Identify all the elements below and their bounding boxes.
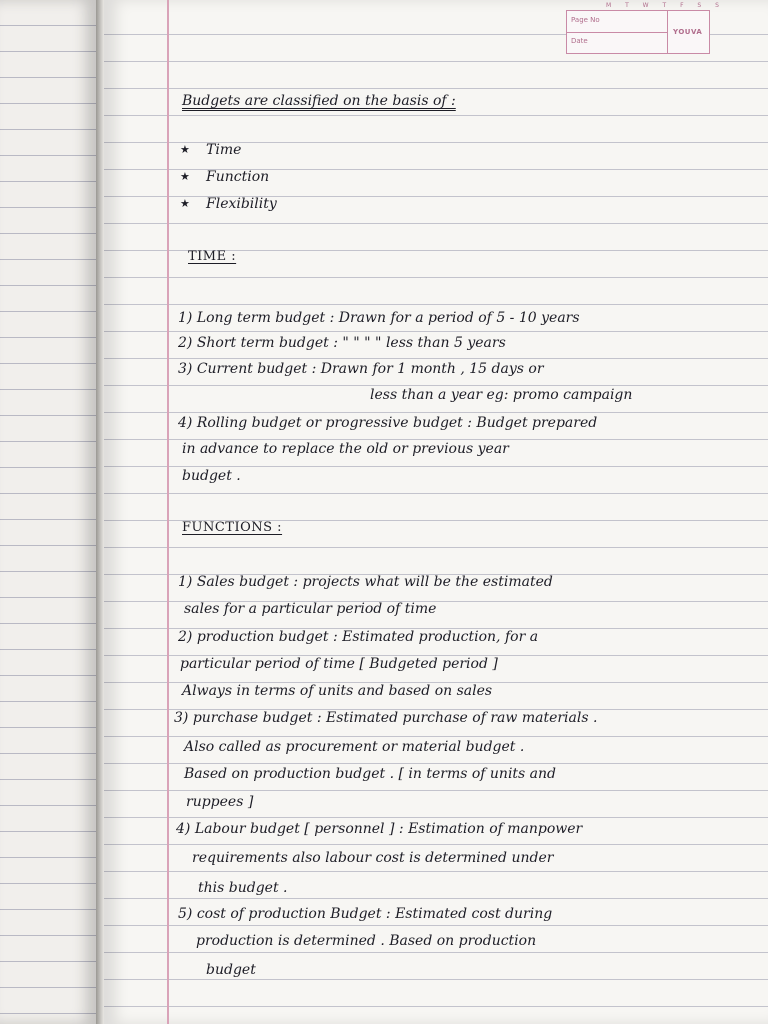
function-item-line: production is determined . Based on production — [196, 933, 537, 949]
header-divider-vertical — [667, 11, 668, 53]
notes-title: Budgets are classified on the basis of : — [182, 93, 456, 109]
function-item-line: this budget . — [198, 880, 288, 896]
date-label: Date — [571, 37, 588, 45]
star-bullet-icon: ★ — [180, 197, 190, 210]
margin-line — [167, 0, 169, 1024]
time-item-line: 2) Short term budget : " " " " less than 5 years — [178, 335, 506, 351]
notebook-spine — [96, 0, 104, 1024]
function-item-line: 1) Sales budget : projects what will be the estimated — [178, 574, 553, 590]
function-item-line: sales for a particular period of time — [184, 601, 437, 617]
time-item-line: in advance to replace the old or previous year — [182, 441, 509, 457]
header-divider — [567, 32, 667, 33]
time-item-line: 3) Current budget : Drawn for 1 month , 15 days or — [178, 361, 544, 377]
function-item-line: 2) production budget : Estimated production, for a — [178, 629, 539, 645]
time-heading: TIME : — [188, 249, 237, 264]
bullet-function: Function — [206, 169, 270, 185]
star-bullet-icon: ★ — [180, 170, 190, 183]
right-notebook-page — [104, 0, 768, 1024]
function-item-line: Also called as procurement or material budget . — [184, 739, 525, 755]
star-bullet-icon: ★ — [180, 143, 190, 156]
page-no-label: Page No — [571, 16, 600, 24]
function-item-line: 3) purchase budget : Estimated purchase of raw materials . — [174, 710, 598, 726]
time-item-line: budget . — [182, 468, 241, 484]
brand-logo: YOUVA — [673, 28, 703, 36]
function-item-line: 4) Labour budget [ personnel ] : Estimation of manpower — [176, 821, 583, 837]
time-item-line: 4) Rolling budget or progressive budget : Budget prepared — [178, 415, 598, 431]
week-letters: M T W T F S S — [606, 2, 725, 9]
time-item-line: less than a year eg: promo campaign — [370, 387, 633, 403]
function-item-line: Always in terms of units and based on sales — [182, 683, 493, 699]
page-header-box — [566, 10, 710, 54]
function-item-line: 5) cost of production Budget : Estimated cost during — [178, 906, 553, 922]
function-item-line: budget — [206, 962, 256, 978]
function-item-line: ruppees ] — [186, 794, 254, 810]
function-item-line: particular period of time [ Budgeted period ] — [180, 656, 498, 672]
function-item-line: Based on production budget . [ in terms of units and — [184, 766, 557, 782]
time-item-line: 1) Long term budget : Drawn for a period of 5 - 10 years — [178, 310, 580, 326]
left-notebook-page — [0, 0, 97, 1024]
bullet-flexibility: Flexibility — [206, 196, 277, 212]
bullet-time: Time — [206, 142, 242, 158]
function-item-line: requirements also labour cost is determined under — [192, 850, 554, 866]
functions-heading: FUNCTIONS : — [182, 520, 283, 535]
